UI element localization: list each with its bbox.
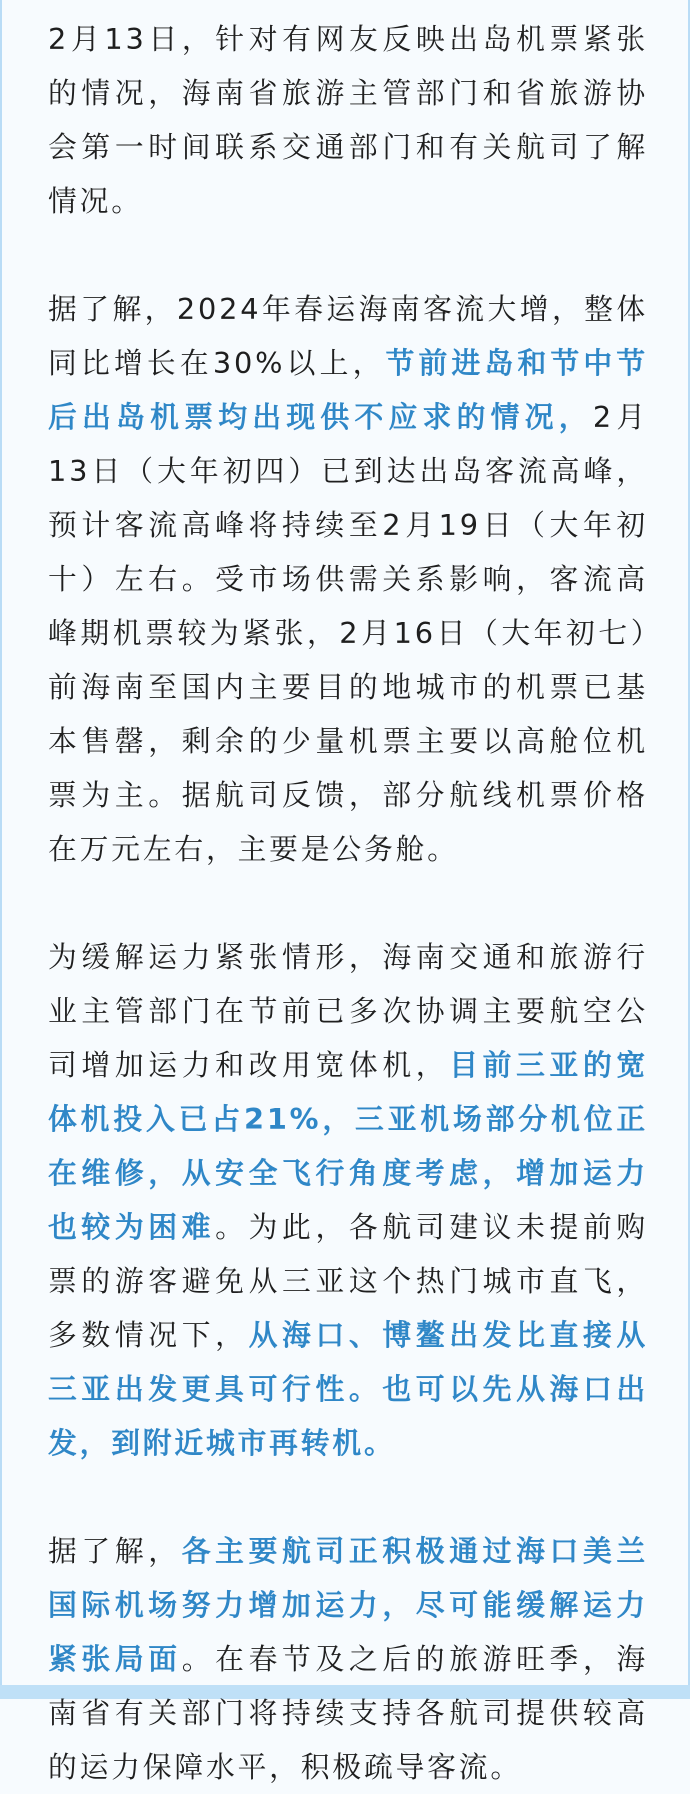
- paragraph-2: [48, 282, 648, 876]
- paragraph-4-highlight: 各主要航司正积极通过海口美兰国际机场努力增加运力，尽可能缓解运力紧张局面: [48, 1534, 648, 1676]
- paragraph-3-text-1: 为缓解运力紧张情形，海南交通和旅游行业主管部门在节前已多次协调主要航空公司增加运力和改用宽体机，: [48, 940, 648, 1082]
- paragraph-3-highlight-2: 从海口、博鳌出发比直接从三亚出发更具可行性。也可以先从海口出发，到附近城市再转机。: [48, 1318, 648, 1460]
- paragraph-3-text-2: 。为此，各航司建议未提前购票的游客避免从三亚这个热门城市直飞，多数情况下，: [48, 1210, 648, 1352]
- paragraph-1: [48, 12, 648, 228]
- paragraph-2-highlight: 节前进岛和节中节后出岛机票均出现供不应求的情况，: [48, 346, 648, 434]
- paragraph-4-text-1: 据了解，: [48, 1534, 182, 1568]
- paragraph-2-text-2: 2月13日（大年初四）已到达出岛客流高峰，预计客流高峰将持续至2月19日（大年初十）左右。受市场供需关系影响，客流高峰期机票较为紧张，2月16日（大年初七）前海南至国内主要目的地城市的机票已基本售罄，剩余的少量机票主要以高舱位机票为主。据航司反馈，部分航线机票价格在万元左右，主要是公务舱。: [48, 400, 648, 866]
- paragraph-1-text: 2月13日，针对有网友反映出岛机票紧张的情况，海南省旅游主管部门和省旅游协会第一时间联系交通部门和有关航司了解情况。: [48, 22, 648, 218]
- paragraph-3: [48, 930, 648, 1470]
- paragraph-4-text-2: 。在春节及之后的旅游旺季，海南省有关部门将持续支持各航司提供较高的运力保障水平，积极疏导客流。: [48, 1642, 648, 1784]
- paragraph-2-text-1: 据了解，2024年春运海南客流大增，整体同比增长在30%以上，: [48, 292, 648, 380]
- article-body: [48, 12, 648, 1794]
- paragraph-4: [48, 1524, 648, 1794]
- paragraph-3-highlight-1: 目前三亚的宽体机投入已占21%，三亚机场部分机位正在维修，从安全飞行角度考虑，增加运力也较为困难: [48, 1048, 648, 1244]
